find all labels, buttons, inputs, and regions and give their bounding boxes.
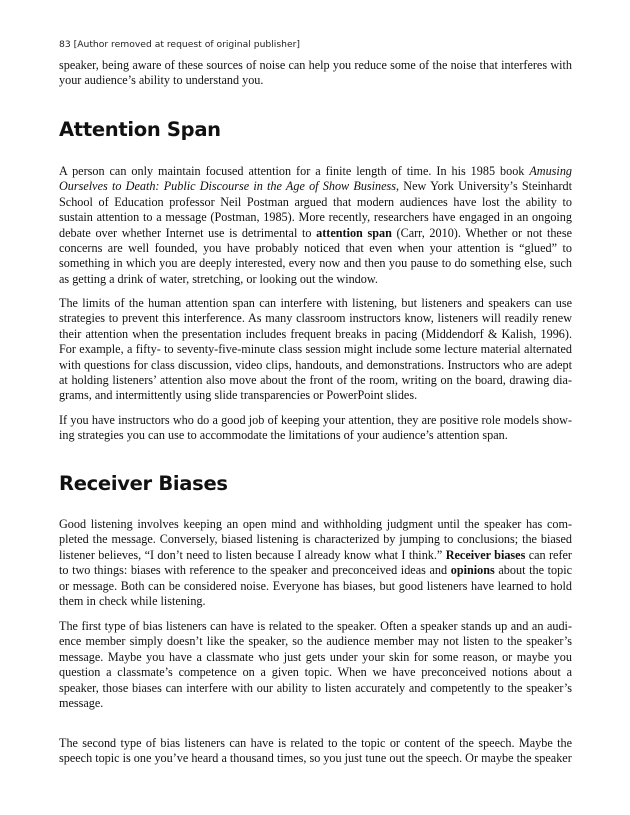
intro-paragraph: speaker, being aware of these sources of noise can help you reduce some of the noise that interferes with your audience’s ability to understand you.	[59, 58, 572, 88]
section-heading-receiver-biases: Receiver Biases	[59, 472, 228, 495]
attention-p1-text-1: A person can only maintain focused attention for a finite length of time. In his 1985 book	[59, 164, 530, 178]
key-term-receiver-biases: Receiver biases	[445, 547, 526, 562]
key-term-attention-span: attention span	[316, 225, 392, 240]
attention-p1-text-2: , New York University’s Steinhardt School of Education professor Neil Postman argued that modern audiences have lost the ability to sustain attention to a message (Postman, 1985). More recently, researchers have engaged in an ongoing debate over whether Internet use is detrimental to	[59, 179, 572, 240]
book-title: Amusing Ourselves to Death: Public Discourse in the Age of Show Business	[59, 164, 572, 194]
section-heading-attention-span: Attention Span	[59, 118, 221, 141]
attention-p1-text-3: (Carr, 2010). Whether or not these concerns are well founded, you have probably noticed that even when your attention is “glued” to something in which you are deeply interested, every now and then you pause to do something else, such as getting a drink of water, stretching, or looking out the window.	[59, 225, 572, 286]
biases-paragraph-3: The second type of bias listeners can have is related to the topic or content of the speech. Maybe the speech topic is one you’ve heard a thousand times, so you just tune out the speech. Or maybe the speaker	[59, 736, 572, 766]
running-header	[59, 39, 300, 50]
attention-paragraph-3: If you have instructors who do a good job of keeping your attention, they are positive role models showing strategies you can use to accommodate the limitations of your audience’s attention span.	[59, 413, 572, 443]
biases-paragraph-1	[59, 517, 572, 609]
page-number: 83	[59, 39, 71, 50]
attention-paragraph-2: The limits of the human attention span can interfere with listening, but listeners and speakers can use strategies to prevent this interference. As many classroom instructors know, listeners will readily renew their attention when the presentation includes frequent breaks in pacing (Middendorf & Kalish, 1996). For example, a fifty- to seventy-five-minute class session might include some lecture material alternated with questions for class discussion, video clips, handouts, and demonstrations. Instructors who are adept at holding listeners’ attention also move about the front of the room, writing on the board, drawing diagrams, and intermittently using slide transparencies or PowerPoint slides.	[59, 296, 572, 403]
attention-paragraph-1	[59, 164, 572, 287]
biases-p1-text-1: Good listening involves keeping an open mind and withholding judgment until the speaker has completed the message. Conversely, biased listening is characterized by jumping to conclusions; the biased listener believes, “I don’t need to listen because I already know what I think.”	[59, 517, 572, 562]
key-term-opinions: opinions	[450, 563, 495, 578]
biases-p1-text-3: about the topic or message. Both can be considered noise. Everyone has biases, but good listeners have learned to hold them in check while listening.	[59, 563, 572, 609]
biases-p1-text-2: can refer to two things: biases with reference to the speaker and preconceived ideas and	[59, 547, 572, 578]
biases-paragraph-2: The first type of bias listeners can have is related to the speaker. Often a speaker stands up and an audience member simply doesn’t like the speaker, so the audience member may not listen to the speaker’s message. Maybe you have a classmate who just gets under your skin for some reason, or maybe you question a classmate’s competence on a given topic. When we have preconceived notions about a speaker, those biases can interfere with our ability to listen accurately and competently to the speaker’s message.	[59, 619, 572, 711]
running-title: [Author removed at request of original publisher]	[73, 39, 300, 50]
